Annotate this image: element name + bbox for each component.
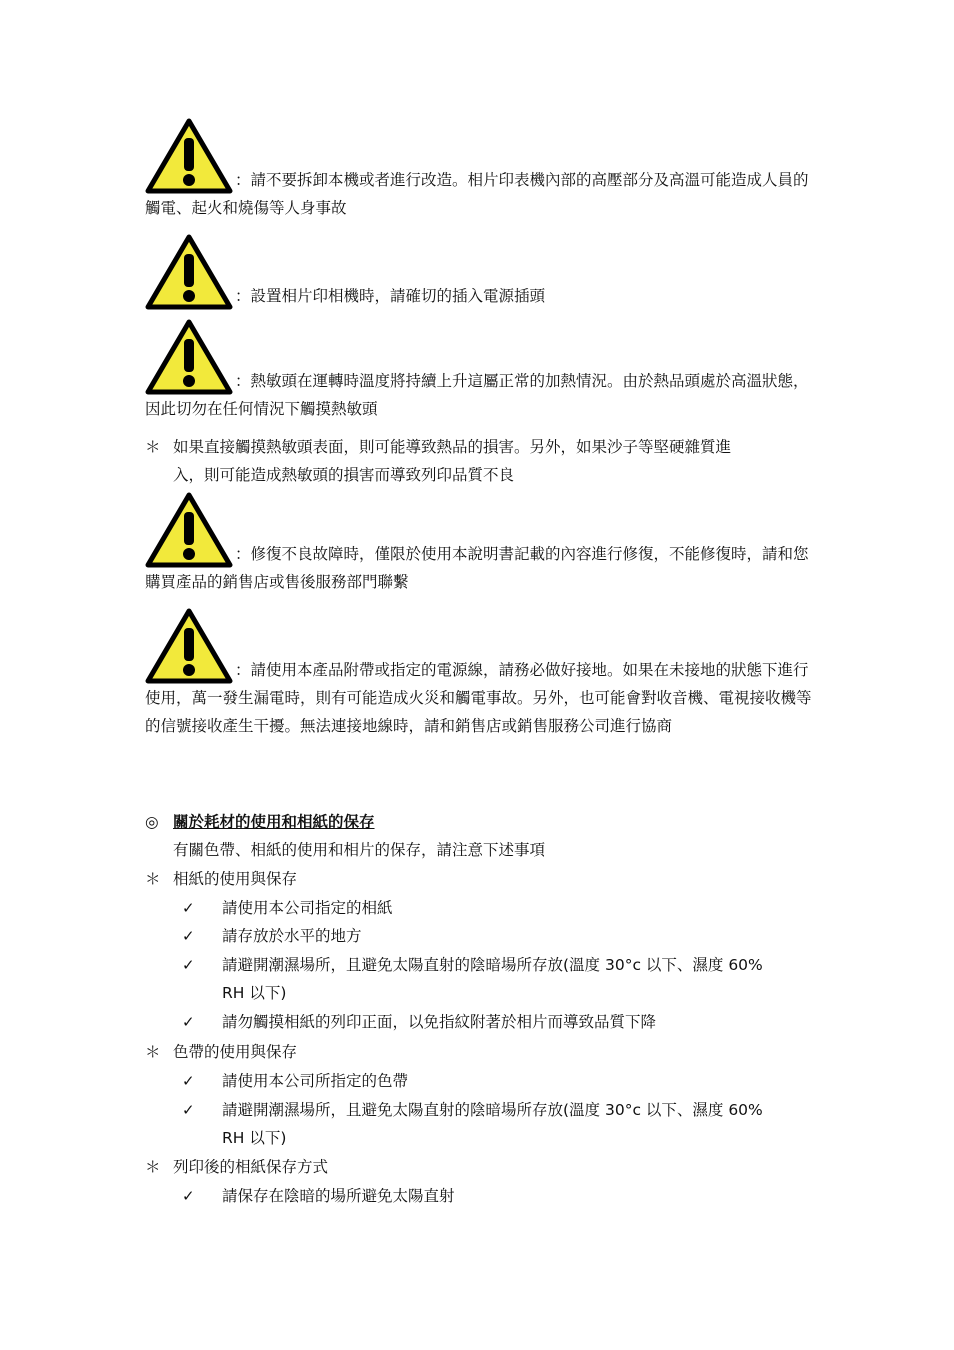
printed-heading: ＊ 列印後的相紙保存方式 [145,1153,328,1181]
warning-block-2 [145,234,813,310]
asterisk-mark: ＊ [145,1158,161,1176]
paper-item-2: ✓ 請存放於水平的地方 [182,922,362,950]
check-icon: ✓ [182,1013,195,1031]
warning-block-5 [145,608,813,740]
check-icon: ✓ [182,1072,195,1090]
ribbon-item-2-cont: RH 以下) [222,1129,287,1147]
warning-block-4 [145,492,813,596]
note-text: 入，則可能造成熱敏頭的損害而導致列印品質不良 [173,466,515,484]
warning-triangle-icon [145,319,233,395]
warning-text: ：請使用本產品附帶或指定的電源線，請務必做好接地。如果在未接地的狀態下進行使用，萬一發生漏電時，則有可能造成火災和觸電事故。另外，也可能會對收音機、電視接收機等的信號接收產生干擾。無法連接地線時，請和銷售店或銷售服務公司進行協商 [145,661,812,735]
paper-item-3: ✓ 請避開潮濕場所，且避免太陽直射的陰暗場所存放(溫度 30°c 以下、濕度 60% [182,951,763,979]
printed-item-1: ✓ 請保存在陰暗的場所避免太陽直射 [182,1182,455,1210]
paper-item-3-cont: RH 以下) [222,984,287,1002]
paper-heading: ＊ 相紙的使用與保存 [145,865,297,893]
asterisk-mark: ＊ [145,870,161,888]
warning-text: ：修復不良故障時，僅限於使用本說明書記載的內容進行修復，不能修復時，請和您購買產品的銷售店或售後服務部門聯繫 [145,545,809,591]
note-line-2 [173,461,514,489]
warning-block-3 [145,319,813,423]
warning-triangle-icon [145,118,233,194]
warning-triangle-icon [145,608,233,684]
warning-text: ：設置相片印相機時，請確切的插入電源插頭 [235,287,546,305]
asterisk-mark: ＊ [145,1043,161,1061]
check-icon: ✓ [182,956,195,974]
paper-item-4: ✓ 請勿觸摸相紙的列印正面，以免指紋附著於相片而導致品質下降 [182,1008,656,1036]
paper-item-1: ✓ 請使用本公司指定的相紙 [182,894,393,922]
check-icon: ✓ [182,1101,195,1119]
ribbon-item-2: ✓ 請避開潮濕場所，且避免太陽直射的陰暗場所存放(溫度 30°c 以下、濕度 60% [182,1096,763,1124]
note-text: 如果直接觸摸熱敏頭表面，則可能導致熱品的損害。另外，如果沙子等堅硬雜質進 [173,438,732,456]
warning-block-1 [145,118,813,222]
section-title: 關於耗材的使用和相紙的保存 [173,813,375,831]
ribbon-item-1: ✓ 請使用本公司所指定的色帶 [182,1067,408,1095]
check-icon: ✓ [182,1187,195,1205]
check-icon: ✓ [182,899,195,917]
section-mark: ◎ [145,813,159,831]
warning-triangle-icon [145,234,233,310]
ribbon-heading: ＊ 色帶的使用與保存 [145,1038,297,1066]
check-icon: ✓ [182,927,195,945]
note-line-1 [145,433,731,461]
warning-text: ：請不要拆卸本機或者進行改造。相片印表機內部的高壓部分及高溫可能造成人員的觸電、起火和燒傷等人身事故 [145,171,809,217]
warning-text: ：熱敏頭在運轉時溫度將持續上升這屬正常的加熱情況。由於熱品頭處於高溫狀態，因此切勿在任何情況下觸摸熱敏頭 [145,372,809,418]
asterisk-mark: ＊ [145,438,161,456]
section-intro: 有關色帶、相紙的使用和相片的保存，請注意下述事項 [173,841,546,859]
section-heading [145,808,375,836]
warning-triangle-icon [145,492,233,568]
